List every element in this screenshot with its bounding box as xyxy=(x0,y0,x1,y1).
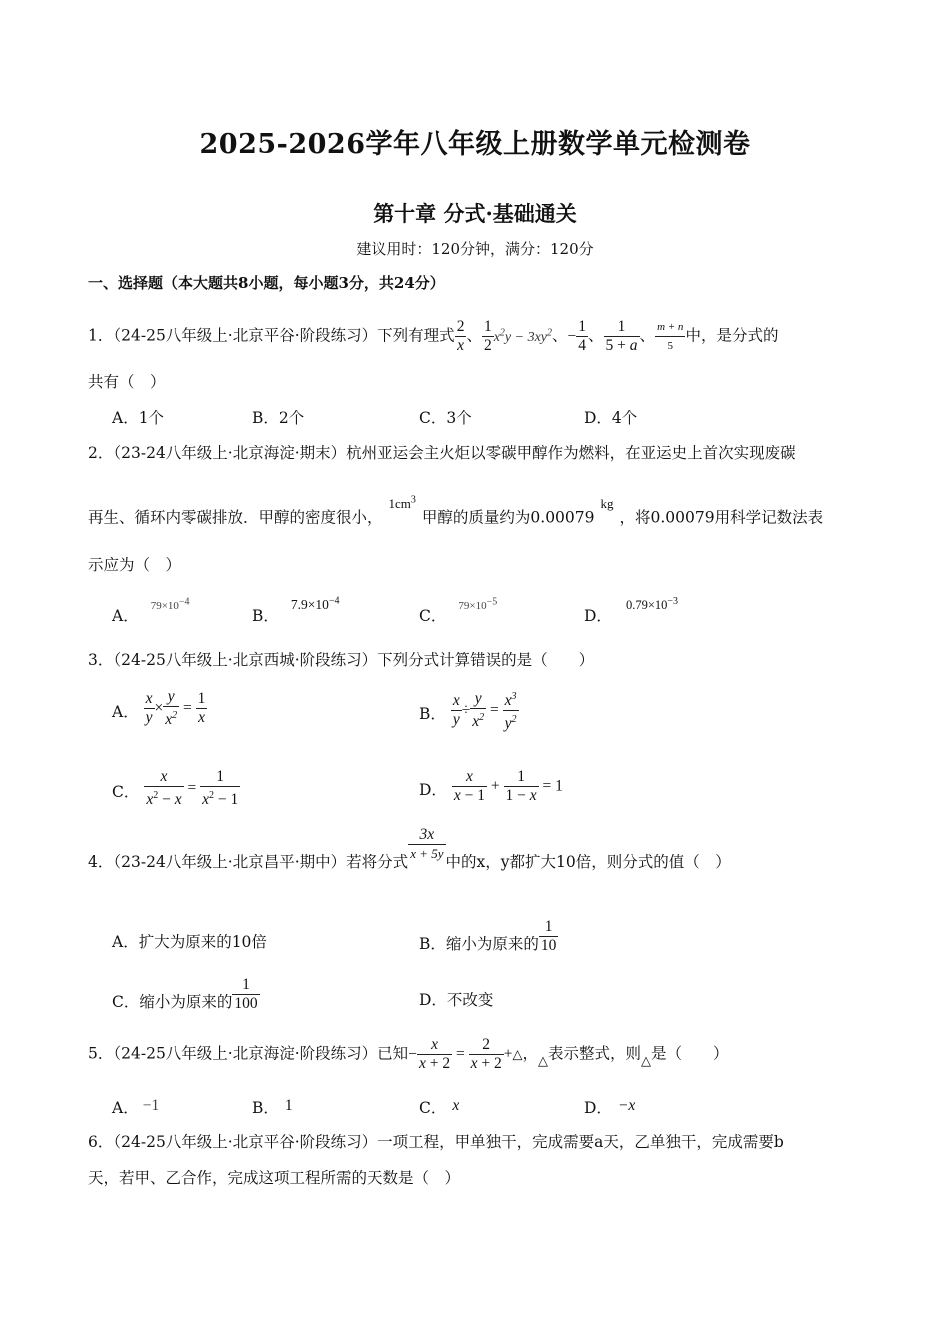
q1-expr-5: $\frac{m + n}{5}$ xyxy=(655,318,685,355)
question-1: 1．（24-25八年级上·北京平谷·阶段练习）下列有理式 $\frac{2}{x}$ 、 $\frac{1}{2}$ $x^2y - 3xy^2$、− $\frac{1}{4}$ 、 $\frac{1}{5 + a}$ 、 $\frac{m + n}{5}$ 中，是分式的 xyxy=(88,318,779,354)
q3-source: （24-25八年级上·北京西城·阶段练习） xyxy=(113,651,378,669)
triangle-icon: △ xyxy=(537,1053,548,1069)
q1-option-d[interactable]: D．4个 xyxy=(584,409,638,427)
q1-expr-4: $\frac{1}{5 + a}$ xyxy=(605,318,638,354)
q2-option-c[interactable]: C．$^{79\times 10-5}$ xyxy=(419,596,498,625)
section-heading: 一、选择题（本大题共8小题，每小题3分，共24分） xyxy=(88,274,445,292)
q5-option-b[interactable]: B． 1 xyxy=(252,1097,293,1117)
q3-option-a[interactable]: A． $\frac{x}{y}$ × $\frac{y}{x^2}$ = $\frac{1}{x}$ xyxy=(112,688,206,729)
q4-option-a[interactable]: A．扩大为原来的10倍 xyxy=(112,933,267,951)
question-6: 6．（24-25八年级上·北京平谷·阶段练习）一项工程，甲单独干，完成需要a天，乙单独干，完成需要b xyxy=(88,1133,784,1151)
triangle-icon: △ xyxy=(512,1047,523,1063)
q3-option-b[interactable]: B． $\frac{x}{y}$ ÷ $\frac{y}{x^2}$ = $\frac{x^3}{y^2}$ xyxy=(419,688,519,733)
q1-source: （24-25八年级上·北京平谷·阶段练习） xyxy=(113,326,378,345)
q4-text: 中的x，y都扩大10倍，则分式的值（ ） xyxy=(445,852,731,871)
q2-source: （23-24八年级上·北京海淀·期末） xyxy=(113,444,347,462)
question-4: 4．（23-24八年级上·北京昌平·期中）若将分式 $\frac{3x}{x + 5y}$ 中的x，y都扩大10倍，则分式的值（ ） xyxy=(88,826,731,871)
q1-option-c[interactable]: C．3个 xyxy=(419,409,472,427)
q2-option-a[interactable]: A．$^{79\times 10-4}$ xyxy=(112,596,190,625)
q1-text: 下列有理式 xyxy=(377,326,455,345)
triangle-icon: △ xyxy=(641,1053,651,1069)
q5-option-c[interactable]: C． x xyxy=(419,1097,460,1117)
q2-option-b[interactable]: B．$7.9\times 10^{-4}$ xyxy=(252,595,340,625)
q5-option-a[interactable]: A． −1 xyxy=(112,1097,160,1117)
q2-text-line1: 杭州亚运会主火炬以零碳甲醇作为燃料，在亚运史上首次实现废碳 xyxy=(346,444,796,462)
q4-fraction: $\frac{3x}{x + 5y}$ xyxy=(410,826,444,861)
q1-text-cont: 共有（ ） xyxy=(88,373,166,391)
time-info: 建议用时：120分钟，满分：120分 xyxy=(356,240,594,258)
q5-source: （24-25八年级上·北京海淀·阶段练习） xyxy=(113,1044,378,1063)
q1-option-b[interactable]: B．2个 xyxy=(252,409,305,427)
q1-expr-3: $\frac{1}{4}$ xyxy=(578,318,587,354)
q4-option-b[interactable]: B．缩小为原来的 $\frac{1}{10}$ xyxy=(419,918,557,954)
question-5: 5．（24-25八年级上·北京海淀·阶段练习）已知− $\frac{x}{x + 2}$ = $\frac{2}{x + 2}$ +△，$_\triangle$表示整式，则$_\triangle$是（ ） xyxy=(88,1036,729,1072)
q1-option-a[interactable]: A．1个 xyxy=(112,409,165,427)
q4-source: （23-24八年级上·北京昌平·期中） xyxy=(113,852,347,871)
q4-option-d[interactable]: D．不改变 xyxy=(419,991,494,1009)
page-title: 2025-2026学年八年级上册数学单元检测卷 xyxy=(199,129,751,160)
q1-expr-1: $\frac{2}{x}$ xyxy=(456,318,465,354)
q1-number: 1． xyxy=(88,326,114,345)
q1-expr-2: $\frac{1}{2}$ xyxy=(483,318,492,354)
question-3: 3．（24-25八年级上·北京西城·阶段练习）下列分式计算错误的是（ ） xyxy=(88,651,595,669)
q6-source: （24-25八年级上·北京平谷·阶段练习） xyxy=(113,1133,378,1151)
question-2: 2．（23-24八年级上·北京海淀·期末）杭州亚运会主火炬以零碳甲醇作为燃料，在亚运史上首次实现废碳 xyxy=(88,444,796,462)
chapter-title: 第十章 分式·基础通关 xyxy=(373,201,577,226)
q3-text: 下列分式计算错误的是（ ） xyxy=(377,651,595,669)
q3-option-d[interactable]: D． $\frac{x}{x - 1}$ + $\frac{1}{1 - x}$ = 1 xyxy=(419,768,563,804)
q2-text-line3: 示应为（ ） xyxy=(88,556,182,574)
q2-option-d[interactable]: D．$^{0.79\times 10^{-3}}$ xyxy=(584,595,679,625)
q6-text-line2: 天，若甲、乙合作，完成这项工程所需的天数是（ ） xyxy=(88,1169,461,1187)
q3-option-c[interactable]: C． $\frac{x}{x^2 - x}$ = $\frac{1}{x^2 - 1}$ xyxy=(112,768,239,809)
q6-text-line1: 一项工程，甲单独干，完成需要a天，乙单独干，完成需要b xyxy=(377,1133,784,1151)
q4-option-c[interactable]: C．缩小为原来的 $\frac{1}{100}$ xyxy=(112,976,258,1012)
q2-text-line2: 再生、循环内零碳排放．甲醇的密度很小，$^{1cm^3}$甲醇的质量约为$0.00079^{kg}$，将0.00079用科学记数法表 xyxy=(88,495,824,527)
q5-option-d[interactable]: D． −x xyxy=(584,1097,636,1117)
